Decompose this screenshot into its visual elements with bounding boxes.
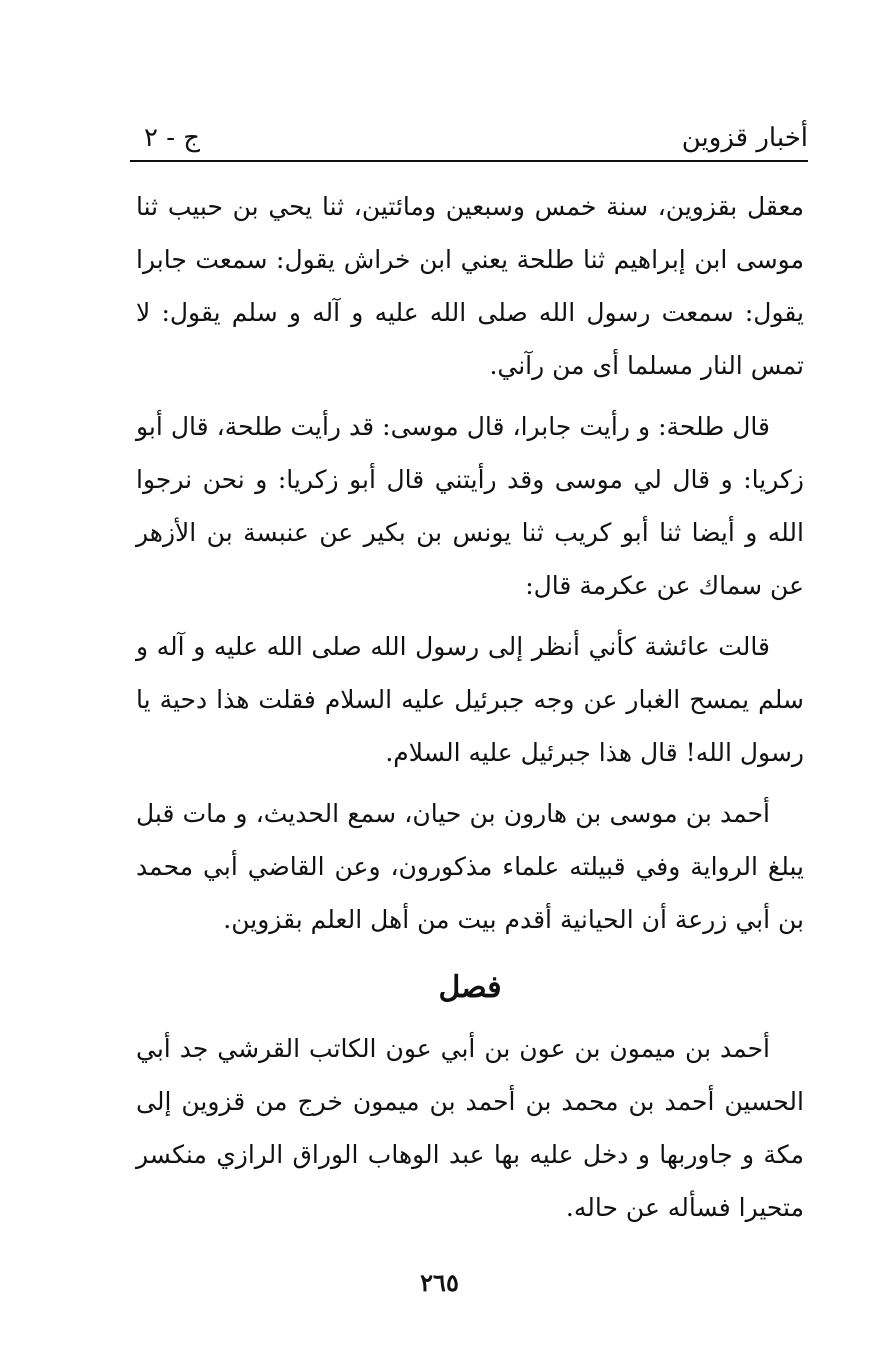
book-title: أخبار قزوين	[681, 123, 808, 153]
paragraph: قال طلحة: و رأيت جابرا، قال موسى: قد رأيت طلحة، قال أبو زكريا: و قال لي موسى وقد رأيتني قال أبو زكريا: و نحن نرجوا الله و أيضا ثنا أبو كريب ثنا يونس بن بكير عن عنبسة بن الأزهر عن سماك عن عكرمة قال:	[136, 412, 804, 600]
header-rule	[130, 160, 808, 162]
paragraph: أحمد بن ميمون بن عون بن أبي عون الكاتب القرشي جد أبي الحسين أحمد بن محمد بن أحمد بن ميمون خرج من قزوين إلى مكة و جاوربها و دخل عليه بها عبد الوهاب الوراق الرازي منكسر متحيرا فسأله عن حاله.	[136, 1034, 804, 1222]
section-heading: فصل	[438, 970, 502, 1005]
volume-number: ج - ٢	[144, 123, 201, 153]
paragraph: أحمد بن موسى بن هارون بن حيان، سمع الحديث، و مات قبل يبلغ الرواية وفي قبيلته علماء مذكورون، وعن القاضي أبي محمد بن أبي زرعة أن الحيانية أقدم بيت من أهل العلم بقزوين.	[136, 799, 804, 934]
paragraph: قالت عائشة كأني أنظر إلى رسول الله صلى الله عليه و آله و سلم يمسح الغبار عن وجه جبرئيل عليه السلام فقلت هذا دحية يا رسول الله! قال هذا جبرئيل عليه السلام.	[136, 632, 804, 767]
paragraph: معقل بقزوين، سنة خمس وسبعين ومائتين، ثنا يحي بن حبيب ثنا موسى ابن إبراهيم ثنا طلحة يعني ابن خراش يقول: سمعت جابرا يقول: سمعت رسول الله صلى الله عليه و آله و سلم يقول: لا تمس النار مسلما أى من رآني.	[136, 192, 804, 380]
main-text	[136, 180, 804, 1242]
running-header	[130, 115, 808, 163]
page-number: ٢٦٥	[420, 1268, 459, 1297]
